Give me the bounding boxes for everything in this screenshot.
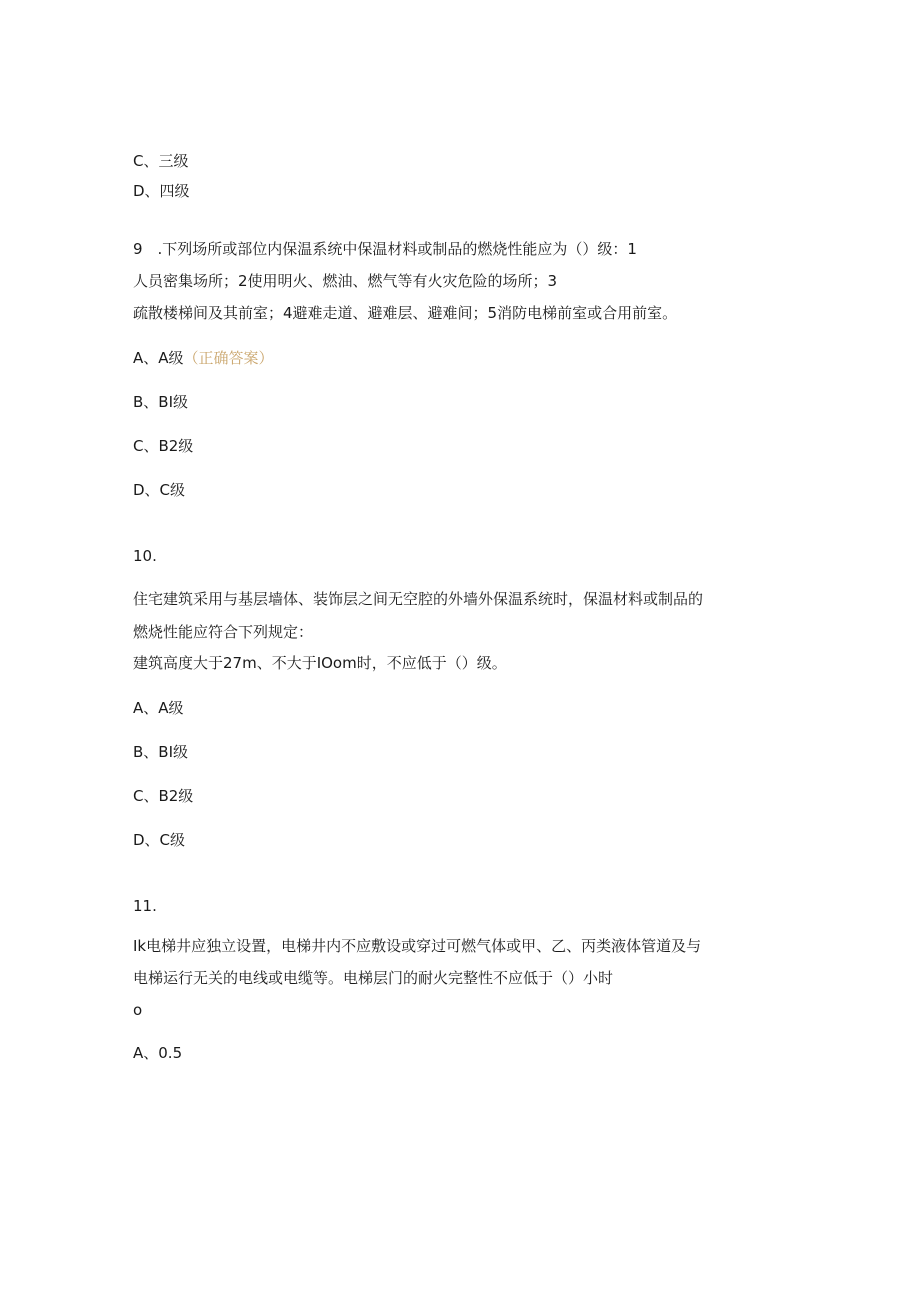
q10-number: 10. [133,547,157,565]
q9-option-c: C、B2级 [133,437,194,455]
q9-option-b: B、BI级 [133,393,189,411]
q11-stem-line-3: o [133,1001,143,1019]
q9-stem-line-1: 9 .下列场所或部位内保温系统中保温材料或制品的燃烧性能应为（）级：1 [133,240,637,258]
q11-option-a: A、0.5 [133,1044,183,1062]
q10-option-c: C、B2级 [133,787,194,805]
q10-option-a: A、A级 [133,699,184,717]
q8-option-d: D、四级 [133,182,190,200]
q9-option-a-text: A、A级 [133,349,184,367]
q11-number: 11. [133,897,157,915]
q10-stem-line-1: 住宅建筑采用与基层墙体、装饰层之间无空腔的外墙外保温系统时，保温材料或制品的 [133,590,704,608]
q10-stem-line-2: 燃烧性能应符合下列规定： [133,623,314,641]
q9-option-d: D、C级 [133,481,186,499]
q9-stem-line-3: 疏散楼梯间及其前室；4避难走道、避难层、避难间；5消防电梯前室或合用前室。 [133,304,678,322]
q10-option-d: D、C级 [133,831,186,849]
q9-stem-line-2: 人员密集场所；2使用明火、燃油、燃气等有火灾危险的场所；3 [133,272,558,290]
q9-option-a [133,348,274,368]
q11-stem-line-1: Ik电梯井应独立设置，电梯井内不应敷设或穿过可燃气体或甲、乙、丙类液体管道及与 [133,937,702,955]
q10-option-b: B、BI级 [133,743,189,761]
q11-stem-line-2: 电梯运行无关的电线或电缆等。电梯层门的耐火完整性不应低于（）小时 [133,969,614,987]
correct-answer-note: （正确答案） [183,349,274,367]
q10-stem-line-3: 建筑高度大于27m、不大于IOom时，不应低于（）级。 [133,654,507,672]
q8-option-c: C、三级 [133,152,189,170]
